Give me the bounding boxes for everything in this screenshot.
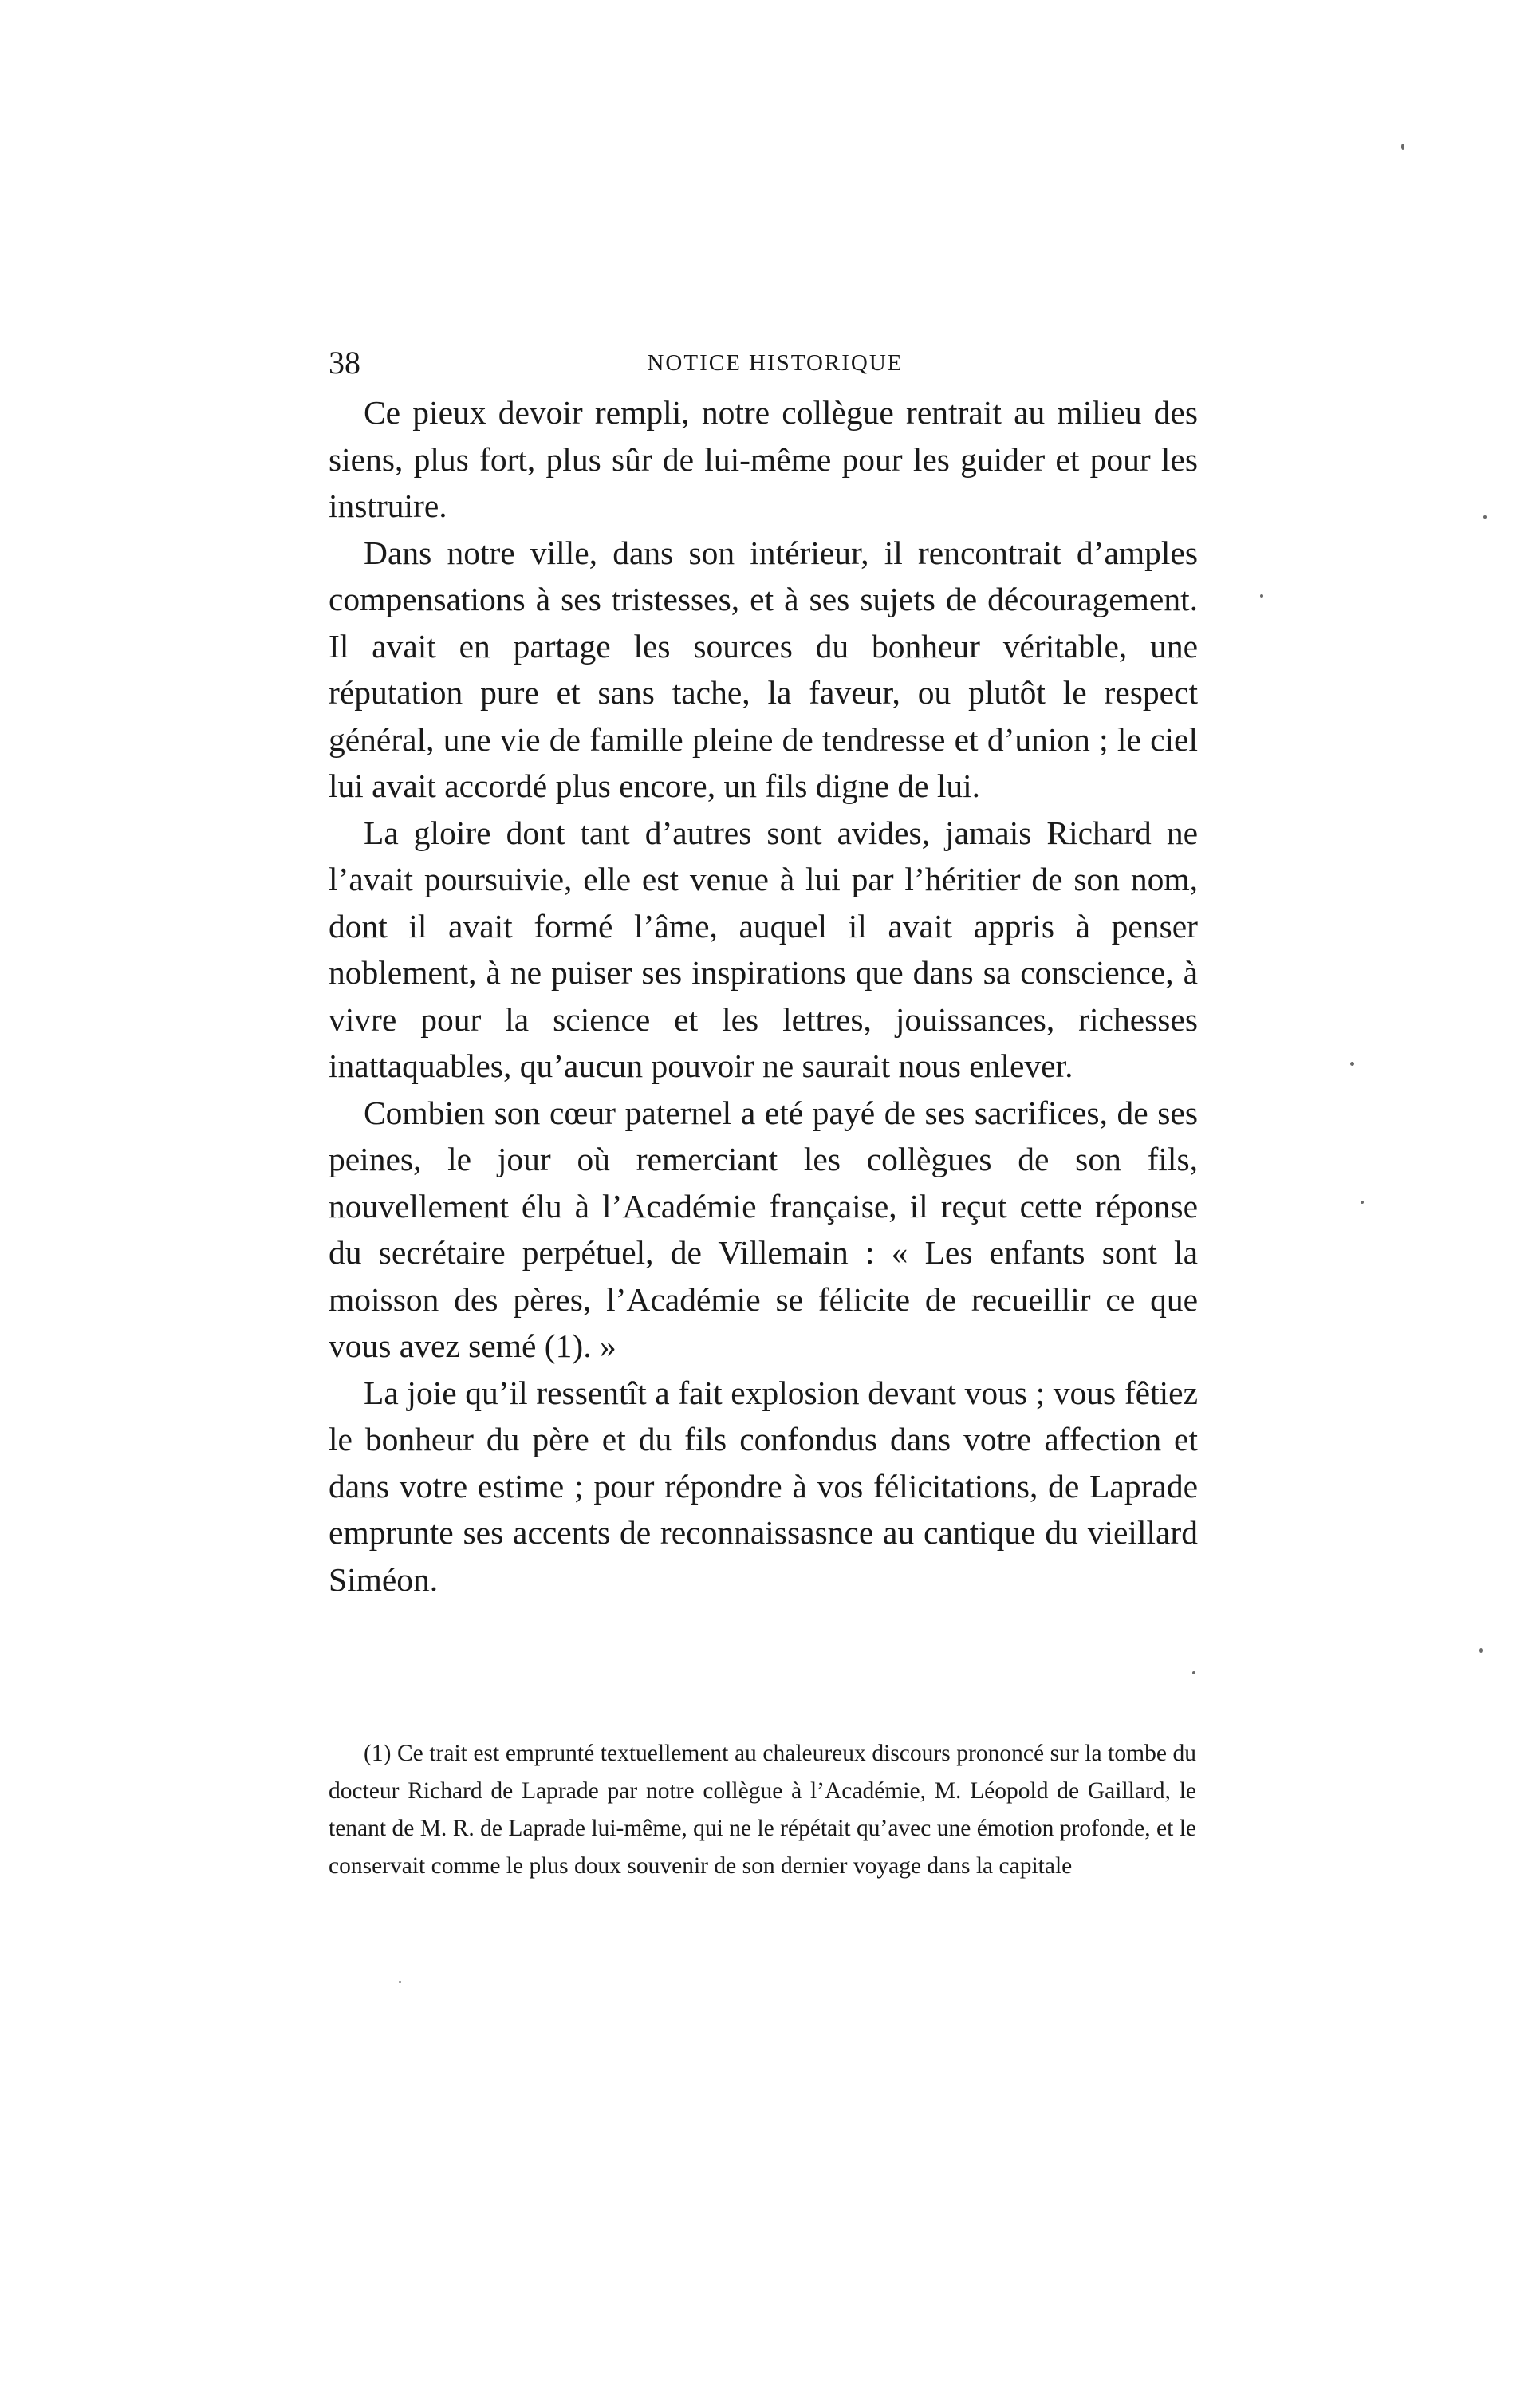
paper-speck [1260,594,1263,598]
running-head [329,339,1222,387]
body-text [329,389,1198,1603]
paper-speck [399,1981,401,1983]
page-number: 38 [329,345,360,381]
paper-speck [1479,1648,1483,1653]
paragraph: La joie qu’il ressentît a fait explosion devant vous ; vous fêtiez le bonheur du père et du fils confondus dans votre affection et dans votre estime ; pour répondre à vos félicitations, de Laprade emprunte ses accents de reconnaissasnce au cantique du vieillard Siméon. [329,1374,1198,1598]
paragraph: Ce pieux devoir rempli, notre collègue rentrait au milieu des siens, plus fort, plus sûr de lui-même pour les guider et pour les instruire. [329,394,1198,524]
footnote [329,1735,1196,1885]
paragraph: Combien son cœur paternel a eté payé de ses sacrifices, de ses peines, le jour où remerciant les collègues de son fils, nouvellement élu à l’Académie française, il reçut cette réponse du secrétaire perpétuel, de Villemain : « Les enfants sont la moisson des pères, l’Académie se félicite de recueillir ce que vous avez semé (1). » [329,1094,1198,1364]
paragraph: La gloire dont tant d’autres sont avides, jamais Richard ne l’avait poursuivie, elle est venue à lui par l’héritier de son nom, dont il avait formé l’âme, auquel il avait appris à penser noblement, à ne puiser ses inspirations que dans sa conscience, à vivre pour la science et les lettres, jouissances, richesses inattaquables, qu’aucun pouvoir ne saurait nous enlever. [329,814,1198,1084]
paper-speck [1350,1062,1354,1066]
paper-speck [1401,144,1404,150]
paragraph: Dans notre ville, dans son intérieur, il rencontrait d’amples compensations à ses tristesses, et à ses sujets de découragement. Il avait en partage les sources du bonheur véritable, une réputation pure et sans tache, la faveur, ou plutôt le respect général, une vie de famille pleine de tendresse et d’union ; le ciel lui avait accordé plus encore, un fils digne de lui. [329,534,1198,804]
paper-speck [1192,1671,1195,1674]
paper-speck [1483,515,1487,519]
footnote-text: (1) Ce trait est emprunté textuellement au chaleureux discours prononcé sur la tombe du docteur Richard de Laprade par notre collègue à l’Académie, M. Léopold de Gaillard, le tenant de M. R. de Laprade lui-même, qui ne le répétait qu’avec une émotion profonde, et le conservait comme le plus doux souvenir de son dernier voyage dans la capitale [329,1741,1196,1879]
paper-speck [1361,1201,1364,1204]
running-title: NOTICE HISTORIQUE [647,350,904,376]
